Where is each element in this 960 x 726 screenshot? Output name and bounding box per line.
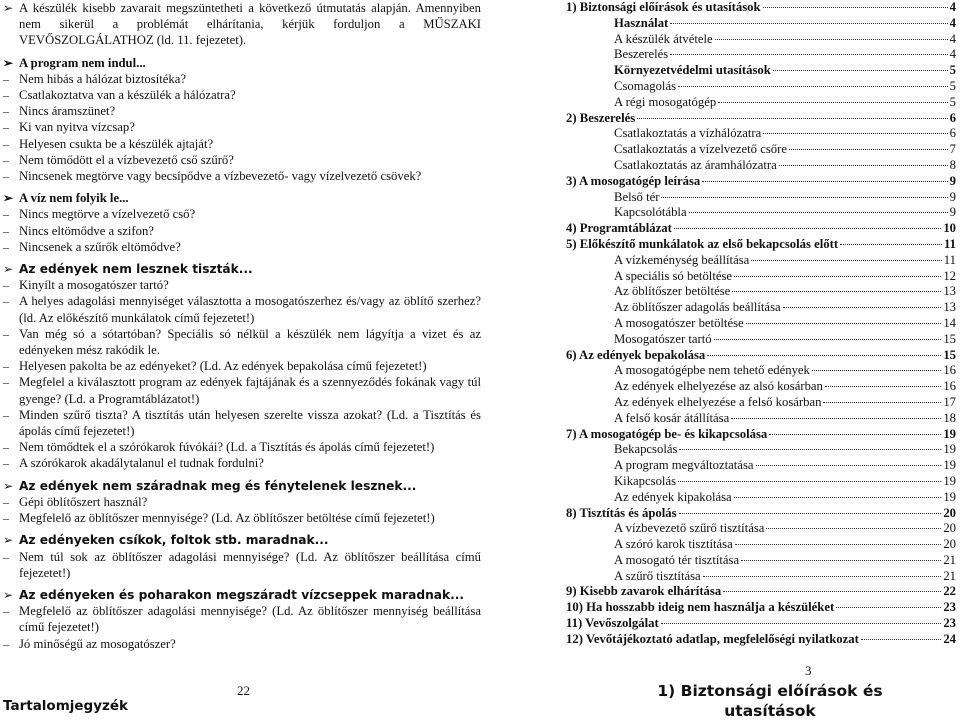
section-title-text: A program nem indul...: [19, 55, 146, 70]
toc-page-number: 10: [943, 221, 956, 236]
toc-entry[interactable]: [566, 284, 956, 300]
toc-page-number: 5: [949, 63, 956, 78]
toc-entry-title: Beszerelés: [614, 47, 669, 62]
toc-entry[interactable]: [566, 490, 956, 506]
toc-leader: [756, 465, 942, 466]
dash-bullet-icon: –: [3, 239, 9, 254]
intro-paragraph: [3, 0, 481, 49]
toc-page-number: 19: [943, 426, 956, 441]
toc-page-number: 9: [949, 189, 956, 204]
dash-bullet-icon: –: [3, 604, 9, 619]
toc-leader: [689, 212, 948, 213]
dash-bullet-icon: –: [3, 549, 9, 564]
list-item: [3, 407, 481, 439]
toc-entry[interactable]: [566, 411, 956, 427]
toc-leader: [825, 386, 941, 387]
toc-leader: [714, 339, 942, 340]
toc-entry-title: Kikapcsolás: [614, 473, 677, 488]
list-item-text: Kinyílt a mosogatószer tartó?: [19, 278, 169, 293]
toc-entry-title: A szűrő tisztítása: [614, 568, 701, 583]
toc-entry[interactable]: [566, 537, 956, 553]
toc-leader: [670, 23, 947, 24]
toc-entry-title: A vízbevezető szűrő tisztítása: [614, 521, 765, 536]
list-item-text: Helyesen pakolta be az edényeket? (Ld. Az edények bepakolása című fejezetet!): [19, 359, 427, 374]
toc-page-number: 19: [943, 473, 956, 488]
list-item: [3, 358, 481, 374]
toc-page-number: 15: [943, 331, 956, 346]
toc-page-number: 9: [949, 173, 956, 188]
page-number-left: 22: [237, 683, 250, 698]
list-item-text: Nincs áramszünet?: [19, 104, 116, 119]
toc-entry-title: 2) Beszerelés: [566, 110, 636, 125]
list-item: [3, 549, 481, 581]
list-item: [3, 119, 481, 135]
toc-leader: [746, 323, 942, 324]
toc-entry[interactable]: [566, 442, 956, 458]
dash-bullet-icon: –: [3, 375, 9, 390]
toc-entry[interactable]: [566, 569, 956, 585]
toc-entry-title: A szóró karok tisztítása: [614, 537, 733, 552]
list-item-text: Megfelelő az öblítőszer adagolási mennyisége? (Ld. Az öblítőszer mennyiség beállítása című fejezetet!): [19, 604, 481, 635]
toc-entry-title: A készülék átvétele: [614, 31, 713, 46]
list-item: [3, 455, 481, 471]
toc-entry[interactable]: [566, 363, 956, 379]
toc-page-number: 20: [943, 505, 956, 520]
list-item: [3, 136, 481, 152]
toc-entry[interactable]: [566, 221, 956, 237]
toc-leader: [751, 260, 941, 261]
dash-bullet-icon: –: [3, 440, 9, 455]
toc-entry[interactable]: [566, 190, 956, 206]
toc-page-number: 21: [943, 568, 956, 583]
toc-page-number: 5: [949, 94, 956, 109]
toc-leader: [661, 623, 942, 624]
toc-entry-title: A mosogatószer betöltése: [614, 315, 744, 330]
toc-leader: [769, 434, 941, 435]
toc-entry-title: Az edények elhelyezése az alsó kosárban: [614, 379, 823, 394]
toc-entry-title: 1) Biztonsági előírások és utasítások: [566, 0, 761, 14]
list-item: [3, 293, 481, 325]
toc-page-number: 16: [943, 363, 956, 378]
toc-entry[interactable]: [566, 47, 956, 63]
toc-entry-title: 5) Előkészítő munkálatok az első bekapcsolás előtt: [566, 236, 839, 251]
list-item-text: Nem tömődött el a vízbevezető cső szűrő?: [19, 152, 234, 167]
section-title-text: Az edények nem száradnak meg és fénytelenek lesznek...: [19, 478, 417, 493]
dash-bullet-icon: –: [3, 511, 9, 526]
toc-leader: [763, 133, 947, 134]
intro-text: A készülék kisebb zavarait megszüntetheti a következő útmutatás alapján. Amennyiben nem sikerül a problémát elhárítania, kérjük forduljon a MŰSZAKI VEVŐSZOLGÁLATHOZ (ld. 11. fejezetet).: [19, 1, 481, 48]
toc-entry-title: 8) Tisztítás és ápolás: [566, 505, 677, 520]
dash-bullet-icon: –: [3, 326, 9, 341]
toc-entry[interactable]: [566, 142, 956, 158]
list-item: [3, 326, 481, 358]
section-title: [3, 532, 481, 548]
dash-bullet-icon: –: [3, 294, 9, 309]
list-item: [3, 277, 481, 293]
toc-page-number: 9: [949, 205, 956, 220]
list-item-text: Nincs eltömődve a szifon?: [19, 223, 154, 238]
toc-entry[interactable]: [566, 553, 956, 569]
list-item: [3, 71, 481, 87]
arrow-bullet-icon: ➢: [3, 191, 14, 206]
toc-page-number: 4: [949, 0, 956, 14]
toc-entry-title: A mosogatógépbe nem tehető edények: [614, 363, 810, 378]
toc-leader: [670, 54, 947, 55]
section-heading: 1) Biztonsági előírások és utasítások: [657, 682, 883, 720]
toc-entry-title: A mosogató tér tisztítása: [614, 552, 740, 567]
list-item: [3, 103, 481, 119]
toc-page-number: 19: [943, 489, 956, 504]
list-item-text: Gépi öblítőszert használ?: [19, 494, 148, 509]
dash-bullet-icon: –: [3, 278, 9, 293]
toc-entry[interactable]: [566, 300, 956, 316]
list-item-text: Nem hibás a hálózat biztosítéka?: [19, 71, 186, 86]
toc-page-number: 23: [943, 600, 956, 615]
list-item: [3, 374, 481, 406]
toc-entry[interactable]: [566, 427, 956, 443]
list-item: [3, 152, 481, 168]
toc-leader: [735, 544, 942, 545]
toc-page-number: 17: [943, 394, 956, 409]
toc-page-number: 23: [943, 616, 956, 631]
list-item: [3, 636, 481, 652]
section-title-text: Az edényeken csíkok, foltok stb. maradnak...: [19, 533, 329, 548]
toc-entry-title: Az edények elhelyezése a felső kosárban: [614, 394, 822, 409]
dash-bullet-icon: –: [3, 207, 9, 222]
toc-leader: [732, 291, 941, 292]
dash-bullet-icon: –: [3, 169, 9, 184]
toc-entry[interactable]: [566, 506, 956, 522]
section-title: [3, 478, 481, 494]
list-item: [3, 168, 481, 184]
toc-page-number: 21: [943, 552, 956, 567]
dash-bullet-icon: –: [3, 104, 9, 119]
toc-entry-title: Kapcsolótábla: [614, 205, 687, 220]
toc-entry-title: Használat: [614, 15, 669, 30]
arrow-bullet-icon: ➢: [3, 478, 14, 493]
toc-entry[interactable]: [566, 205, 956, 221]
toc-entry[interactable]: [566, 600, 956, 616]
dash-bullet-icon: –: [3, 223, 9, 238]
list-item-text: Ki van nyitva vízcsap?: [19, 120, 135, 135]
toc-page-number: 6: [949, 126, 956, 141]
toc-leader: [773, 70, 948, 71]
toc-leader: [661, 197, 947, 198]
toc-entry-title: Az edények kipakolása: [614, 489, 732, 504]
toc-page-number: 7: [949, 142, 956, 157]
toc-page-number: 14: [943, 315, 956, 330]
arrow-bullet-icon: ➢: [3, 533, 14, 548]
list-item-text: Nem túl sok az öblítőszer adagolási mennyisége? (Ld. Az öblítőszer beállítása című fejezetet!): [19, 549, 481, 580]
toc-entry-title: Csatlakoztatás a vízelvezető csőre: [614, 142, 787, 157]
section-title-text: Az edényeken és poharakon megszáradt vízcseppek maradnak...: [19, 587, 465, 602]
toc-leader: [678, 481, 941, 482]
toc-entry[interactable]: [566, 95, 956, 111]
toc-entry-title: 4) Programtáblázat: [566, 221, 672, 236]
section-title-text: A víz nem folyik le...: [19, 191, 129, 206]
toc-leader: [703, 576, 942, 577]
toc-entry[interactable]: [566, 0, 956, 16]
toc-entry[interactable]: [566, 111, 956, 127]
toc-entry[interactable]: [566, 348, 956, 364]
list-item: [3, 494, 481, 510]
toc-entry-title: Mosogatószer tartó: [614, 331, 712, 346]
toc-entry-title: Csatlakoztatás az áramhálózatra: [614, 157, 777, 172]
list-item: [3, 223, 481, 239]
list-item-text: Helyesen csukta be a készülék ajtaját?: [19, 136, 214, 151]
toc-entry-title: 7) A mosogatógép be- és kikapcsolása: [566, 426, 768, 441]
toc-leader: [678, 86, 948, 87]
toc-entry[interactable]: [566, 616, 956, 632]
toc-page-number: 5: [949, 78, 956, 93]
troubleshooting-column: [3, 0, 481, 652]
section-title-text: Az edények nem lesznek tiszták...: [19, 262, 253, 277]
toc-leader: [702, 181, 947, 182]
toc-page-number: 11: [944, 236, 956, 251]
toc-page-number: 16: [943, 379, 956, 394]
toc-entry[interactable]: [566, 395, 956, 411]
toc-entry[interactable]: [566, 584, 956, 600]
toc-entry-title: A régi mosogatógép: [614, 94, 717, 109]
list-item-text: Jó minőségű az mosogatószer?: [19, 636, 176, 651]
arrow-bullet-icon: ➢: [3, 55, 14, 70]
toc-entry-title: Belső tér: [614, 189, 660, 204]
toc-leader: [812, 370, 941, 371]
list-item-text: Minden szűrő tiszta? A tisztítás után helyesen szerelte vissza azokat? (Ld. a Tisztítás és ápolás című fejezetet!): [19, 407, 481, 439]
toc-entry-title: 11) Vevőszolgálat: [566, 616, 659, 631]
toc-entry[interactable]: [566, 63, 956, 79]
toc-page-number: 4: [949, 15, 956, 30]
toc-leader: [836, 607, 941, 608]
section-title: [3, 261, 481, 277]
toc-entry[interactable]: [566, 126, 956, 142]
dash-bullet-icon: –: [3, 407, 9, 422]
toc-page-number: 22: [943, 584, 956, 599]
toc-entry[interactable]: [566, 632, 956, 648]
list-item: [3, 239, 481, 255]
toc-entry[interactable]: [566, 379, 956, 395]
toc-page-number: 4: [949, 47, 956, 62]
page-number-right: 3: [805, 663, 812, 678]
toc-entry-title: A felső kosár átállítása: [614, 410, 730, 425]
toc-entry-title: A program megváltoztatása: [614, 458, 754, 473]
list-item-text: Megfelel a kiválasztott program az edények fajtájának és a szennyeződés fokának vagy túl gyenge? (Ld. a Programtáblázatot!): [19, 375, 481, 406]
toc-entry[interactable]: [566, 474, 956, 490]
toc-entry[interactable]: [566, 269, 956, 285]
dash-bullet-icon: –: [3, 359, 9, 374]
toc-entry[interactable]: [566, 316, 956, 332]
toc-leader: [823, 402, 941, 403]
list-item: [3, 206, 481, 222]
toc-entry-title: A vízkeménység beállítása: [614, 252, 750, 267]
list-item-text: A szórókarok akadálytalanul el tudnak fordulni?: [19, 456, 264, 471]
dash-bullet-icon: –: [3, 88, 9, 103]
list-item: [3, 87, 481, 103]
toc-entry-title: 10) Ha hosszabb ideig nem használja a készüléket: [566, 600, 835, 615]
list-item-text: Nincs megtörve a vízelvezető cső?: [19, 207, 196, 222]
toc-leader: [840, 244, 942, 245]
toc-entry-title: 6) Az edények bepakolása: [566, 347, 706, 362]
toc-page-number: 18: [943, 410, 956, 425]
section-title: [3, 587, 481, 603]
list-item-text: Van még só a sótartóban? Speciális só nélkül a készülék nem lágyítja a vizet és az edényeken mész rakódik le.: [19, 326, 481, 358]
section-title: [3, 55, 481, 71]
toc-leader: [707, 355, 941, 356]
dash-bullet-icon: –: [3, 71, 9, 86]
toc-leader: [741, 560, 941, 561]
toc-entry-title: 9) Kisebb zavarok elhárítása: [566, 584, 722, 599]
dash-bullet-icon: –: [3, 636, 9, 651]
toc-entry-title: Az öblítőszer adagolás beállítása: [614, 300, 781, 315]
toc-leader: [731, 418, 941, 419]
toc-entry-title: 12) Vevőtájékoztató adatlap, megfelelőségi nyilatkozat: [566, 631, 859, 646]
toc-leader: [766, 528, 941, 529]
toc-page-number: 4: [949, 31, 956, 46]
toc-entry-title: Csomagolás: [614, 78, 677, 93]
toc-leader: [861, 639, 941, 640]
toc-page-number: 24: [943, 631, 956, 646]
toc-leader: [715, 39, 948, 40]
toc-leader: [723, 591, 941, 592]
dash-bullet-icon: –: [3, 494, 9, 509]
list-item: [3, 439, 481, 455]
toc-entry[interactable]: [566, 158, 956, 174]
toc-leader: [734, 276, 941, 277]
toc-entry-title: Csatlakoztatás a vízhálózatra: [614, 126, 762, 141]
toc-leader: [637, 118, 947, 119]
list-item-text: Nincsenek a szűrők eltömődve?: [19, 239, 181, 254]
toc-entry[interactable]: [566, 253, 956, 269]
toc-entry[interactable]: [566, 32, 956, 48]
toc-entry[interactable]: [566, 174, 956, 190]
list-item-text: Megfelelő az öblítőszer mennyisége? (Ld. Az öblítőszer betöltése című fejezetet!): [19, 511, 435, 526]
toc-entry[interactable]: [566, 458, 956, 474]
toc-page-number: 20: [943, 521, 956, 536]
list-item: [3, 510, 481, 526]
toc-entry[interactable]: [566, 521, 956, 537]
toc-page-number: 19: [943, 458, 956, 473]
section-title: [3, 190, 481, 206]
arrow-bullet-icon: ➢: [3, 1, 14, 15]
toc-page-number: 15: [943, 347, 956, 362]
list-item-text: Nem tömődtek el a szórókarok fúvókái? (Ld. a Tisztítás és ápolás című fejezetet!): [19, 440, 435, 455]
toc-heading: Tartalomjegyzék: [3, 698, 129, 714]
arrow-bullet-icon: ➢: [3, 587, 14, 602]
toc-leader: [674, 228, 941, 229]
toc-leader: [783, 307, 942, 308]
toc-page-number: 20: [943, 537, 956, 552]
toc-page-number: 11: [943, 252, 956, 267]
dash-bullet-icon: –: [3, 120, 9, 135]
toc-entry[interactable]: [566, 237, 956, 253]
toc-entry-title: Bekapcsolás: [614, 442, 678, 457]
toc-leader: [763, 7, 948, 8]
toc-page-number: 13: [943, 300, 956, 315]
toc-leader: [779, 165, 948, 166]
toc-leader: [789, 149, 948, 150]
toc-entry-title: Környezetvédelmi utasítások: [614, 63, 771, 78]
toc-page-number: 12: [943, 268, 956, 283]
toc-page-number: 6: [949, 110, 956, 125]
toc-page-number: 13: [943, 284, 956, 299]
arrow-bullet-icon: ➢: [3, 262, 14, 277]
toc-leader: [679, 513, 942, 514]
toc-entry-title: 3) A mosogatógép leírása: [566, 173, 701, 188]
table-of-contents: [566, 0, 956, 648]
dash-bullet-icon: –: [3, 152, 9, 167]
toc-entry[interactable]: [566, 79, 956, 95]
toc-entry-title: A speciális só betöltése: [614, 268, 733, 283]
toc-leader: [734, 497, 942, 498]
toc-page-number: 8: [949, 157, 956, 172]
dash-bullet-icon: –: [3, 136, 9, 151]
list-item-text: A helyes adagolási mennyiséget választotta a mosogatószerhez és/vagy az öblítő szerhez? (ld. Az előkészítő munkálatok című fejezetet!): [19, 294, 481, 325]
list-item: [3, 603, 481, 635]
toc-leader: [718, 102, 947, 103]
dash-bullet-icon: –: [3, 456, 9, 471]
toc-page-number: 19: [943, 442, 956, 457]
toc-entry-title: Az öblítőszer betöltése: [614, 284, 731, 299]
toc-leader: [679, 449, 941, 450]
toc-entry[interactable]: [566, 332, 956, 348]
list-item-text: Csatlakoztatva van a készülék a hálózatra?: [19, 88, 236, 103]
list-item-text: Nincsenek megtörve vagy becsípődve a vízbevezető- vagy vízelvezető csövek?: [19, 169, 422, 184]
toc-entry[interactable]: [566, 16, 956, 32]
